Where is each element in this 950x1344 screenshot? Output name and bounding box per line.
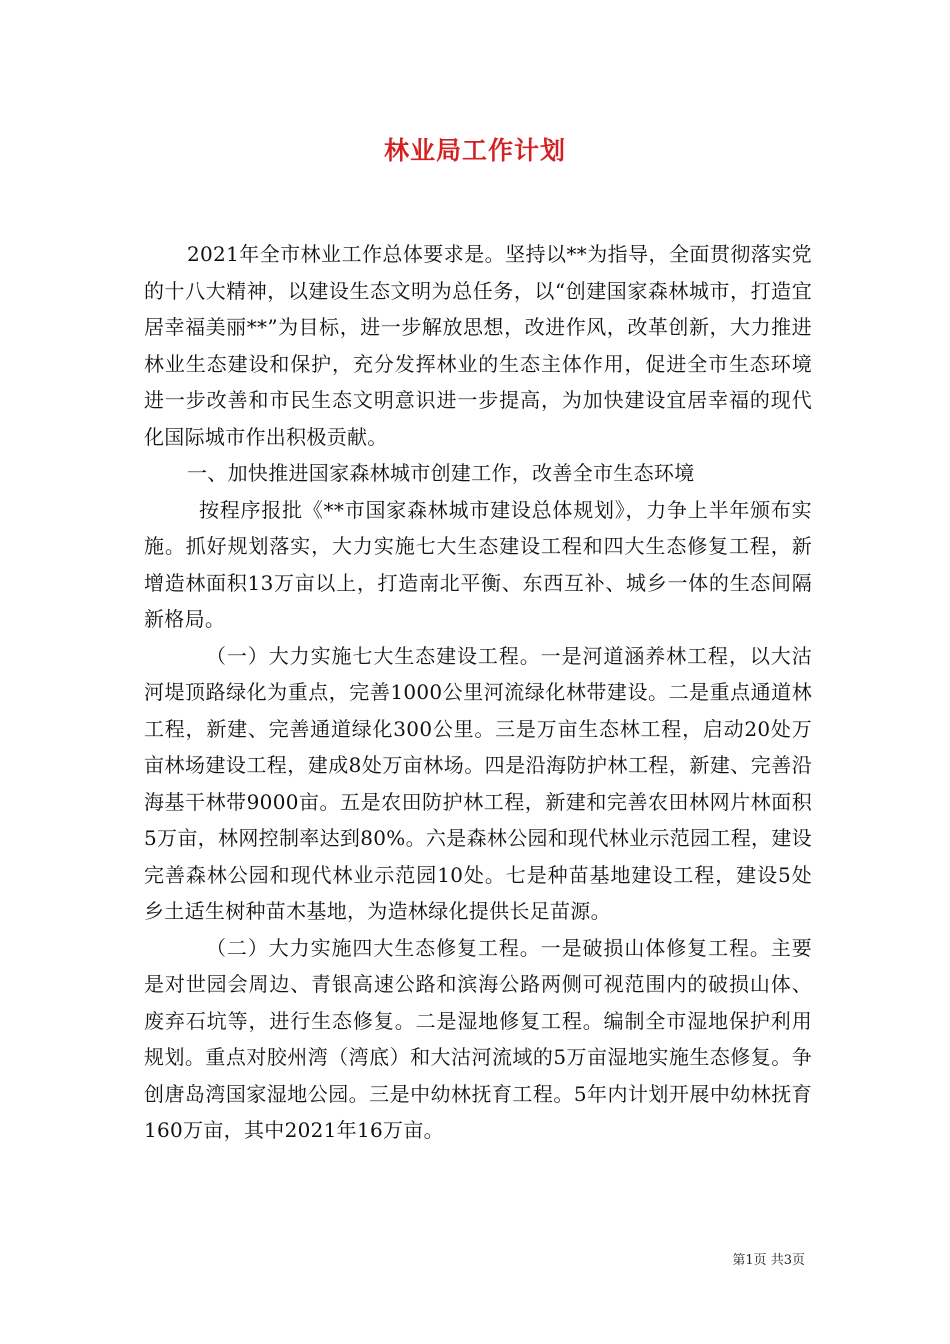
section-heading-1: 一、加快推进国家森林城市创建工作，改善全市生态环境: [187, 461, 695, 485]
paragraph-four-restoration-projects: （二）大力实施四大生态修复工程。一是破损山体修复工程。主要是对世园会周边、青银高速公路和滨海公路两侧可视范围内的破损山体、废弃石坑等，进行生态修复。二是湿地修复工程。编制全市湿地保护利用规划。重点对胶州湾（湾底）和大沽河流域的5万亩湿地实施生态修复。争创唐岛湾国家湿地公园。三是中幼林抚育工程。5年内计划开展中幼林抚育160万亩，其中2021年16万亩。: [144, 935, 812, 1142]
document-body: [144, 236, 812, 1149]
page-number: 第1页 共3页: [732, 1253, 805, 1268]
paragraph-general-requirements: 2021年全市林业工作总体要求是。坚持以**为指导，全面贯彻落实党的十八大精神，以建设生态文明为总任务，以“创建国家森林城市，打造宜居幸福美丽**”为目标，进一步解放思想，改进作风，改革创新，大力推进林业生态建设和保护，充分发挥林业的生态主体作用，促进全市生态环境进一步改善和市民生态文明意识进一步提高，为加快建设宜居幸福的现代化国际城市作出积极贡献。: [144, 242, 812, 449]
page-title: 林业局工作计划: [383, 136, 566, 165]
paragraph-forest-city-plan: 按程序报批《**市国家森林城市建设总体规划》，力争上半年颁布实施。抓好规划落实，大力实施七大生态建设工程和四大生态修复工程，新增造林面积13万亩以上，打造南北平衡、东西互补、城乡一体的生态间隔新格局。: [144, 497, 812, 631]
paragraph-seven-projects: （一）大力实施七大生态建设工程。一是河道涵养林工程，以大沽河堤顶路绿化为重点，完善1000公里河流绿化林带建设。二是重点通道林工程，新建、完善通道绿化300公里。三是万亩生态林工程，启动20处万亩林场建设工程，建成8处万亩林场。四是沿海防护林工程，新建、完善沿海基干林带9000亩。五是农田防护林工程，新建和完善农田林网片林面积5万亩，林网控制率达到80%。六是森林公园和现代林业示范园工程，建设完善森林公园和现代林业示范园10处。七是种苗基地建设工程，建设5处乡土适生树种苗木基地，为造林绿化提供长足苗源。: [144, 643, 812, 923]
